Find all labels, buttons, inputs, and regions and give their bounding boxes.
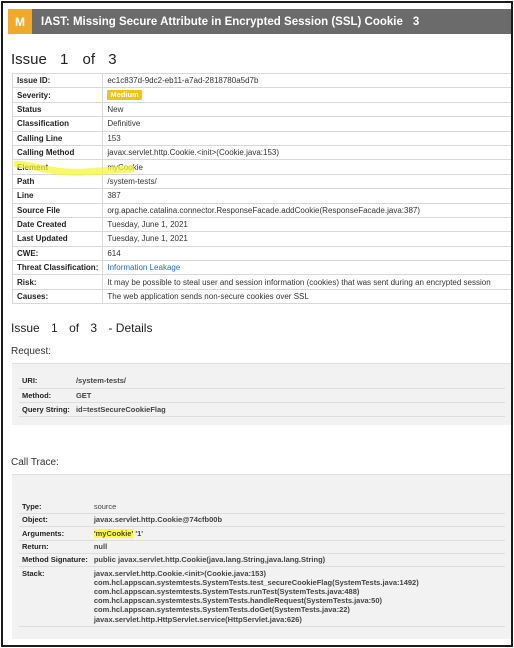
argument-rest: '1': [133, 528, 144, 538]
issue-of: of: [82, 51, 96, 68]
table-row: [13, 203, 513, 217]
details-issue-total: 3: [90, 321, 98, 335]
method-label: Method:: [19, 388, 73, 402]
status-label: Status: [13, 102, 103, 116]
issue-type-title: IAST: Missing Secure Attribute in Encrypted Session (SSL) Cookie: [41, 15, 403, 28]
last-updated-label: Last Updated: [13, 232, 103, 246]
table-row: [13, 275, 513, 289]
request-panel: [12, 363, 513, 425]
table-row: [13, 246, 513, 260]
stack-label: Stack:: [19, 566, 91, 626]
calling-line-label: Calling Line: [13, 131, 103, 145]
source-file-value: org.apache.catalina.connector.ResponseFacade.addCookie(ResponseFacade.java:387): [103, 203, 513, 217]
details-issue-of: of: [69, 321, 80, 335]
issue-id-value: ec1c837d-9dc2-eb11-a7ad-2818780a5d7b: [103, 74, 513, 88]
calling-line-value: 153: [103, 131, 513, 145]
table-row: [19, 402, 505, 416]
table-row: [19, 500, 505, 513]
line-label: Line: [13, 189, 103, 203]
stack-line: com.hcl.appscan.systemtests.SystemTests.runTest(SystemTests.java:488): [93, 586, 360, 596]
stack-line: com.hcl.appscan.systemtests.SystemTests.handleRequest(SystemTests.java:50): [93, 596, 383, 606]
date-created-label: Date Created: [13, 217, 103, 231]
table-row: [13, 160, 513, 174]
date-created-value: Tuesday, June 1, 2021: [103, 217, 513, 231]
issue-header[interactable]: [8, 9, 513, 34]
threat-classification-link[interactable]: Information Leakage: [107, 263, 181, 273]
report-window: [1, 1, 513, 647]
line-value: 387: [103, 189, 513, 203]
causes-value: The web application sends non-secure cookies over SSL: [103, 289, 513, 303]
risk-label: Risk:: [13, 275, 103, 289]
causes-label: Causes:: [13, 289, 103, 303]
issue-count: 3: [412, 15, 420, 28]
return-value: null: [91, 540, 505, 553]
request-section-title: Request:: [11, 346, 52, 357]
calling-method-label: Calling Method: [13, 145, 103, 159]
query-string-label: Query String:: [19, 402, 73, 416]
table-row: [19, 388, 505, 402]
classification-value: Definitive: [103, 117, 513, 131]
uri-label: URI:: [19, 374, 73, 388]
stack-line: javax.servlet.http.HttpServlet.service(HttpServlet.java:626): [93, 614, 302, 624]
cwe-value: 614: [103, 246, 513, 260]
issue-index: 1: [60, 51, 69, 68]
table-row: [13, 131, 513, 145]
threat-classification-label: Threat Classification:: [13, 261, 103, 275]
status-value: New: [103, 102, 513, 116]
table-row: [19, 566, 505, 626]
call-trace-table: [19, 500, 505, 627]
element-value: myCookie: [103, 160, 513, 174]
query-string-value: id=testSecureCookieFlag: [73, 402, 505, 416]
cwe-label: CWE:: [13, 246, 103, 260]
stack-trace: [91, 566, 505, 626]
table-row: [13, 189, 513, 203]
severity-label: Severity:: [13, 88, 103, 102]
method-value: GET: [73, 388, 505, 402]
call-trace-panel: [12, 474, 513, 639]
path-value: /system-tests/: [103, 174, 513, 188]
stack-line: com.hcl.appscan.systemtests.SystemTests.doGet(SystemTests.java:22): [93, 605, 350, 615]
severity-badge: Medium: [107, 90, 141, 100]
type-label: Type:: [19, 500, 91, 513]
request-table: [19, 374, 505, 417]
issue-details-table: [12, 73, 513, 304]
table-row: [19, 540, 505, 553]
last-updated-value: Tuesday, June 1, 2021: [103, 232, 513, 246]
stack-line: javax.servlet.http.Cookie.<init>(Cookie.java:153): [93, 568, 266, 578]
issue-total: 3: [108, 51, 117, 68]
table-row: [19, 553, 505, 566]
table-row: [13, 217, 513, 231]
details-issue-word: Issue: [11, 321, 40, 335]
stack-line: com.hcl.appscan.systemtests.SystemTests.test_secureCookieFlag(SystemTests.java:1492): [93, 577, 419, 587]
table-row: [13, 74, 513, 88]
risk-value: It may be possible to steal user and session information (cookies) that was sent during an encrypted session: [103, 275, 513, 289]
call-trace-section-title: Call Trace:: [11, 457, 59, 468]
table-row: [13, 232, 513, 246]
table-row: [13, 117, 513, 131]
issue-heading: [11, 51, 126, 68]
object-value: javax.servlet.http.Cookie@74cfb00b: [91, 513, 505, 526]
calling-method-value: javax.servlet.http.Cookie.<init>(Cookie.java:153): [103, 145, 513, 159]
table-row: [19, 526, 505, 540]
arguments-label: Arguments:: [19, 526, 91, 540]
object-label: Object:: [19, 513, 91, 526]
details-issue-index: 1: [51, 321, 58, 335]
table-row: [19, 513, 505, 526]
table-row: [13, 261, 513, 275]
path-label: Path: [13, 174, 103, 188]
table-row: [13, 88, 513, 102]
issue-details-heading: [11, 321, 160, 335]
table-row: [13, 102, 513, 116]
element-label: Element: [13, 160, 103, 174]
classification-label: Classification: [13, 117, 103, 131]
highlighted-argument: 'myCookie': [93, 528, 134, 538]
table-row: [13, 174, 513, 188]
method-signature-value: public javax.servlet.http.Cookie(java.lang.String,java.lang.String): [91, 553, 505, 566]
type-value: source: [91, 500, 505, 513]
table-row: [13, 289, 513, 303]
arguments-value: [91, 526, 505, 540]
return-label: Return:: [19, 540, 91, 553]
method-signature-label: Method Signature:: [19, 553, 91, 566]
table-row: [13, 145, 513, 159]
issue-id-label: Issue ID:: [13, 74, 103, 88]
severity-letter-badge: M: [8, 9, 32, 34]
details-suffix: - Details: [108, 321, 153, 335]
table-row: [19, 374, 505, 388]
issue-word: Issue: [11, 51, 47, 68]
uri-value: /system-tests/: [73, 374, 505, 388]
source-file-label: Source File: [13, 203, 103, 217]
